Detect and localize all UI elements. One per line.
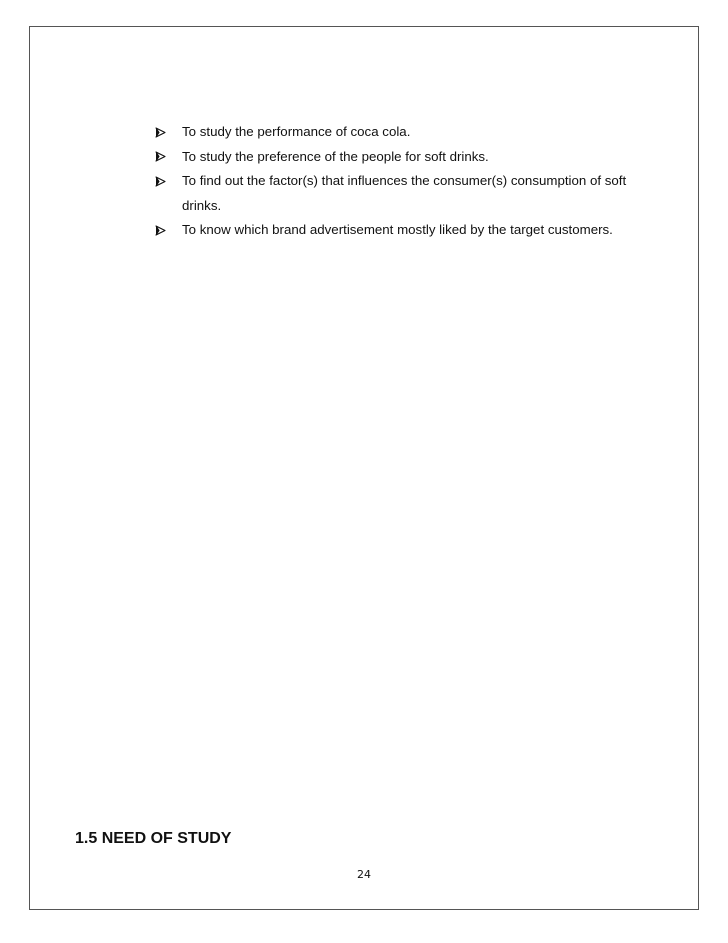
- arrow-bullet-icon: [155, 120, 169, 144]
- arrow-bullet-icon: [155, 145, 169, 169]
- objective-text: To study the preference of the people for soft drinks.: [182, 148, 489, 164]
- list-item: [155, 218, 655, 243]
- list-item: [155, 145, 655, 170]
- objective-text: To study the performance of coca cola.: [182, 124, 411, 139]
- section-heading: 1.5 NEED OF STUDY: [75, 830, 232, 847]
- arrow-bullet-icon: [155, 169, 169, 193]
- list-item: [155, 120, 655, 145]
- objective-text: To know which brand advertisement mostly liked by the target customers.: [182, 222, 613, 237]
- objectives-list: [155, 120, 655, 243]
- list-item: [155, 169, 655, 218]
- objective-text: To find out the factor(s) that influences the consumer(s) consumption of soft drinks.: [182, 173, 627, 213]
- arrow-bullet-icon: [155, 218, 169, 242]
- page-number: 24: [357, 868, 371, 881]
